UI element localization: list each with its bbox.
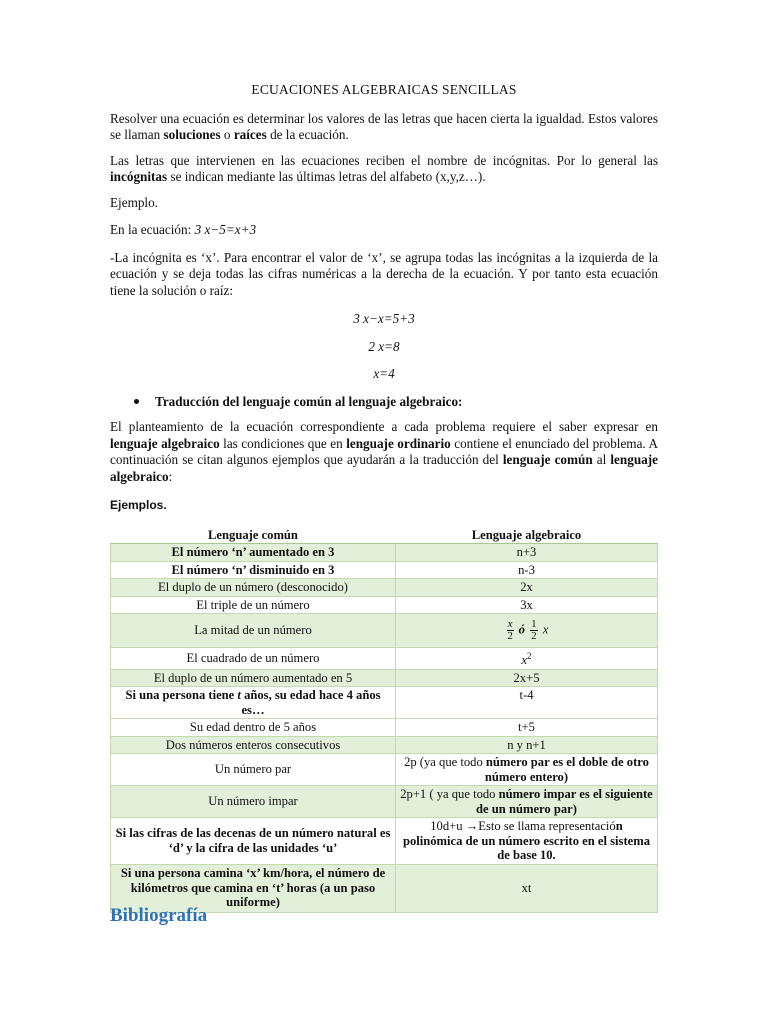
paragraph-planteamiento (110, 419, 658, 485)
table-row (111, 786, 658, 818)
table-cell: El cuadrado de un número (111, 648, 396, 670)
table-row (111, 719, 658, 737)
table-cell: t+5 (396, 719, 658, 737)
bold-text: lenguaje algebraico (110, 435, 220, 451)
paragraph-incognitas (110, 153, 658, 186)
table-cell-fraction (396, 614, 658, 648)
bold-text: incógnitas (110, 169, 168, 184)
text: o (220, 127, 234, 142)
equation-step-2: 2 x=8 (368, 338, 400, 354)
table-row (111, 614, 658, 648)
text: de la ecuación. (266, 127, 349, 142)
table-cell: Si una persona camina ‘x’ km/hora, el número de kilómetros que camina en ‘t’ horas (a un paso uniforme) (111, 864, 396, 912)
table-cell (396, 818, 658, 865)
translation-table (110, 526, 658, 913)
text: años, su edad hace 4 años es… (240, 688, 381, 717)
text: 2p+1 ( ya que todo (400, 787, 499, 802)
equation-step-3: x=4 (373, 366, 395, 381)
table-cell: El número ‘n’ disminuido en 3 (111, 561, 396, 579)
table-row (111, 579, 658, 597)
text: Resolver una ecuación es determinar los valores de las letras que hacen cierta la igualdad. Estos valores se llaman (110, 110, 658, 142)
text: 10d+u →Esto se llama representació (430, 819, 616, 834)
bold-text: raíces (233, 127, 267, 142)
text: las condiciones que en (219, 435, 347, 451)
variable: t (237, 688, 241, 703)
bold-text: número impar es el siguiente de un número par) (476, 787, 653, 816)
table-cell: 2x (396, 579, 658, 597)
table-cell: La mitad de un número (111, 614, 396, 648)
table-cell: 3x (396, 596, 658, 614)
bullet-dot-icon (134, 399, 139, 404)
table-cell: El duplo de un número aumentado en 5 (111, 669, 396, 687)
fraction (530, 619, 538, 642)
table-cell: t-4 (396, 687, 658, 719)
text: al (592, 452, 611, 467)
table-cell: n y n+1 (396, 736, 658, 754)
table-cell: Dos números enteros consecutivos (111, 736, 396, 754)
table-cell: xt (396, 864, 658, 912)
paragraph-definition (110, 111, 658, 144)
table-header-comun: Lenguaje común (111, 526, 396, 544)
table-header-algebraico: Lenguaje algebraico (396, 526, 658, 544)
table-cell: 2x+5 (396, 669, 658, 687)
bullet-text: Traducción del lenguaje común al lenguaje algebraico: (155, 393, 463, 409)
document-title: ECUACIONES ALGEBRAICAS SENCILLAS (251, 82, 517, 97)
table-cell (396, 648, 658, 670)
table-row (111, 648, 658, 670)
table-row (111, 736, 658, 754)
text: En la ecuación: (110, 222, 195, 237)
fraction-numerator: x (507, 618, 513, 630)
table-cell: Un número impar (111, 786, 396, 818)
text: Si una persona tiene (125, 688, 238, 703)
fraction-numerator: 1 (531, 618, 537, 630)
fraction-denominator: 2 (531, 630, 537, 642)
paragraph-explanation: -La incógnita es ‘x’. Para encontrar el valor de ‘x’, se agrupa todas las incógnitas a la izquierda de la ecuación y se deja todas las cifras numéricas a la derecha de la ecuación. Y por tanto esta ecuación tiene la solución o raíz: (110, 249, 658, 298)
equation-step-1: 3 x−x=5+3 (353, 311, 415, 326)
table-row (111, 596, 658, 614)
paragraph-ejemplo: Ejemplo. (110, 194, 158, 210)
table-cell: Si las cifras de las decenas de un número natural es ‘d’ y la cifra de las unidades ‘u’ (111, 818, 396, 865)
text: contiene el enunciado del problema. A continuación se citan algunos ejemplos que ayudarán a la traducción del (110, 435, 658, 467)
table-row (111, 544, 658, 562)
bibliografia-heading: Bibliografía (110, 905, 208, 926)
table-cell (396, 786, 658, 818)
ejemplos-heading: Ejemplos. (110, 498, 167, 512)
bold-text: lenguaje algebraico (110, 452, 658, 484)
table-cell: n+3 (396, 544, 658, 562)
bold-text: lenguaje común (502, 452, 593, 467)
table-header-row (111, 526, 658, 544)
table-row (111, 561, 658, 579)
table-row (111, 754, 658, 786)
table-cell: Su edad dentro de 5 años (111, 719, 396, 737)
text: 2p (ya que todo (404, 755, 486, 770)
document-body (110, 82, 658, 913)
bold-text: lenguaje ordinario (346, 435, 451, 451)
table-row (111, 687, 658, 719)
equation: 3 x−5=x+3 (194, 222, 257, 237)
bold-text: soluciones (163, 127, 221, 142)
bold-text: número par es el doble de otro número entero) (484, 755, 649, 784)
bullet-item (110, 394, 658, 411)
table-cell: El número ‘n’ aumentado en 3 (111, 544, 396, 562)
bold-text: n polinómica de un número escrito en el sistema de base 10. (402, 819, 651, 863)
or-text: ó (518, 622, 525, 637)
table-row (111, 669, 658, 687)
table-cell: El triple de un número (111, 596, 396, 614)
table-cell (111, 687, 396, 719)
table-row (111, 818, 658, 865)
table-cell: El duplo de un número (desconocido) (111, 579, 396, 597)
table-cell (396, 754, 658, 786)
exponent: 2 (527, 651, 532, 661)
variable: x (542, 622, 549, 637)
text: Las letras que intervienen en las ecuaciones reciben el nombre de incógnitas. Por lo general las (110, 152, 658, 168)
paragraph-equation (110, 222, 658, 239)
table-cell: n-3 (396, 561, 658, 579)
text: : (168, 468, 173, 484)
fraction (507, 619, 514, 642)
table-cell: Un número par (111, 754, 396, 786)
text: se indican mediante las últimas letras del alfabeto (x,y,z…). (167, 169, 486, 184)
fraction-denominator: 2 (507, 630, 513, 642)
text: El planteamiento de la ecuación correspondiente a cada problema requiere el saber expresar en (110, 419, 658, 434)
variable: x (521, 653, 528, 668)
